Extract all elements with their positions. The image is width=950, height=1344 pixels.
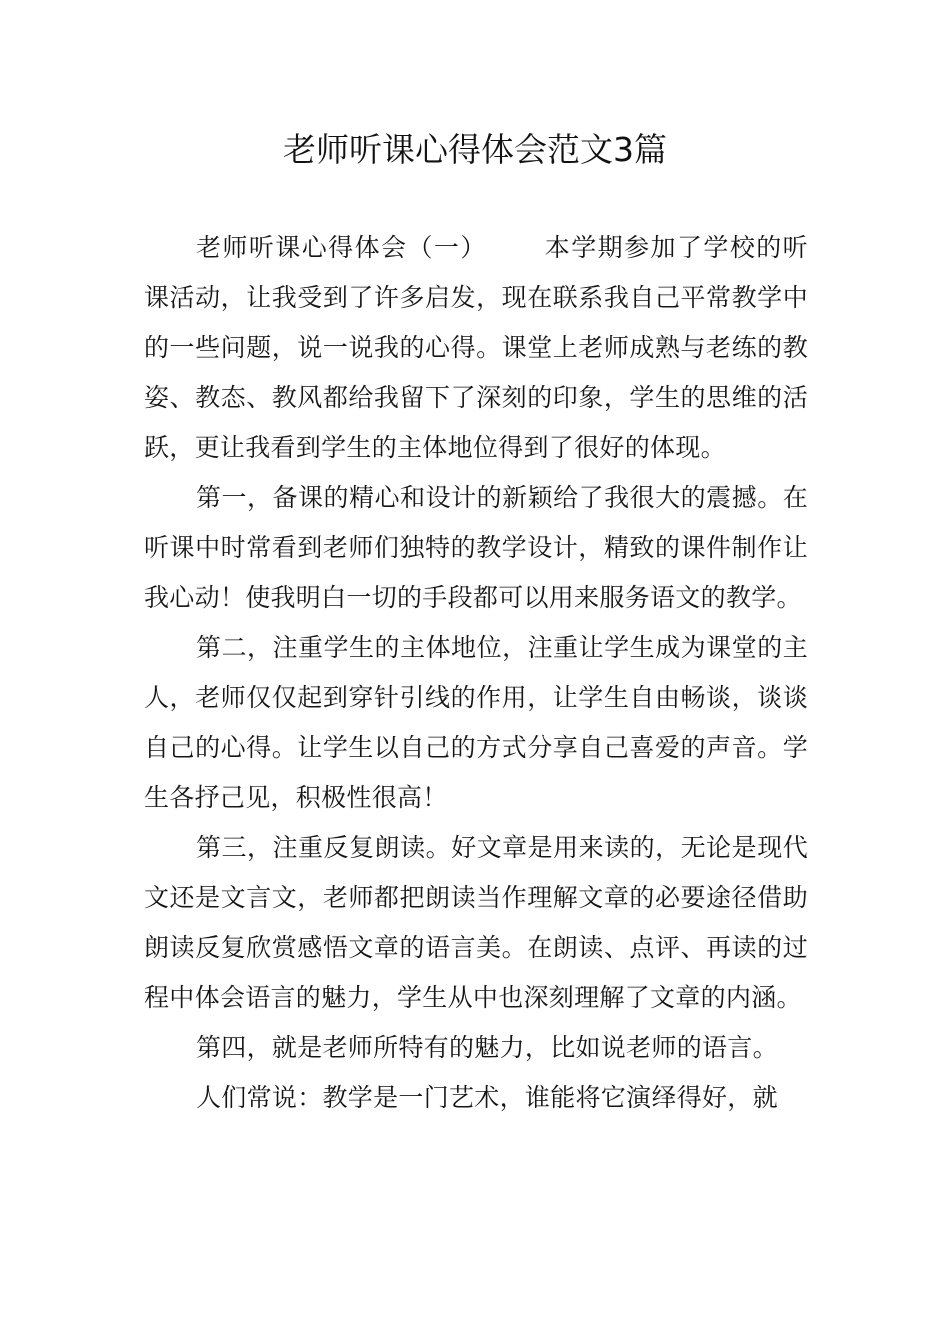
- paragraph: 第一，备课的精心和设计的新颖给了我很大的震撼。在听课中时常看到老师们独特的教学设计，精致的课件制作让我心动！使我明白一切的手段都可以用来服务语文的教学。: [144, 483, 808, 612]
- document-title: 老师听课心得体会范文3篇: [283, 130, 667, 169]
- paragraph: 人们常说：教学是一门艺术，谁能将它演绎得好，就: [196, 1083, 778, 1112]
- paragraph: 第二，注重学生的主体地位，注重让学生成为课堂的主人，老师仅仅起到穿针引线的作用，让学生自由畅谈，谈谈自己的心得。让学生以自己的方式分享自己喜爱的声音。学生各抒己见，积极性很高！: [144, 633, 808, 812]
- paragraph: 第三，注重反复朗读。好文章是用来读的，无论是现代文还是文言文，老师都把朗读当作理解文章的必要途径借助朗读反复欣赏感悟文章的语言美。在朗读、点评、再读的过程中体会语言的魅力，学生从中也深刻理解了文章的内涵。: [144, 833, 808, 1012]
- paragraph: 第四，就是老师所特有的魅力，比如说老师的语言。: [196, 1033, 778, 1062]
- section-heading: 老师听课心得体会（一）: [196, 233, 487, 262]
- paragraph-text: 本学期参加了学校的听课活动，让我受到了许多启发，现在联系我自己平常教学中的一些问题，说一说我的心得。课堂上老师成熟与老练的教姿、教态、教风都给我留下了深刻的印象，学生的思维的活跃，更让我看到学生的主体地位得到了很好的体现。: [144, 233, 808, 462]
- document-body: [144, 223, 808, 1123]
- paragraph-intro: [144, 223, 808, 473]
